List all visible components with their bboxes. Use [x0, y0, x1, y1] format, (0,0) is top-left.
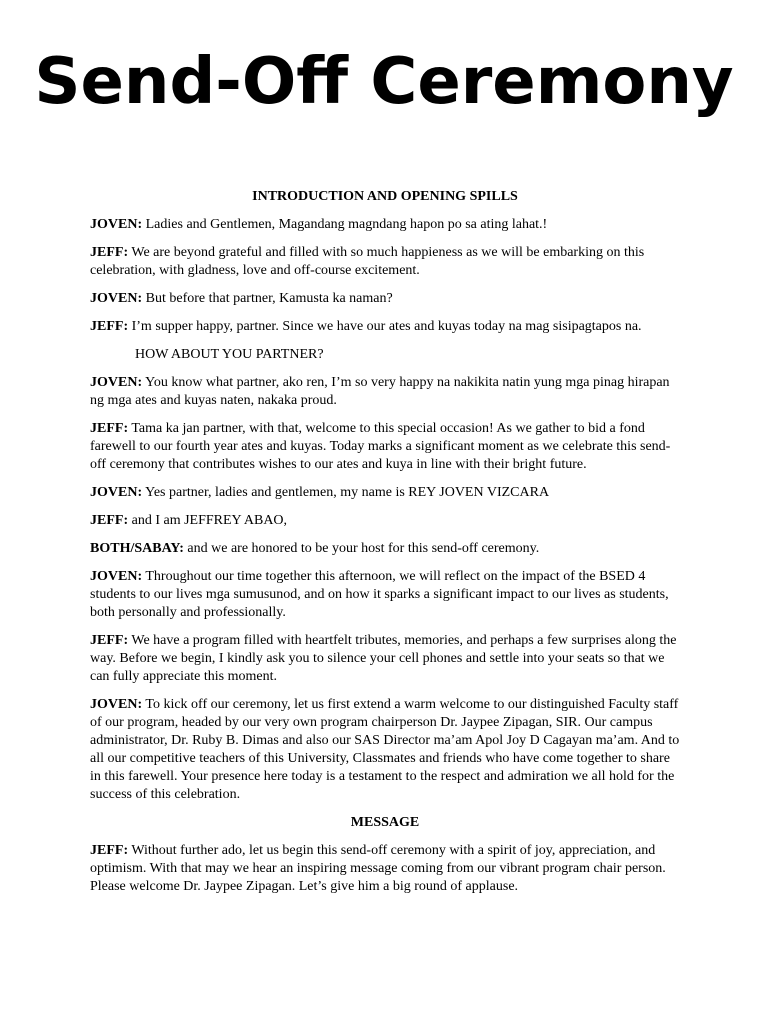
script-line — [90, 696, 680, 804]
speaker-label: JEFF: — [90, 319, 129, 334]
script-line — [90, 216, 680, 234]
script-line — [90, 420, 680, 474]
section-heading-intro: INTRODUCTION AND OPENING SPILLS — [252, 189, 518, 204]
line-text: Without further ado, let us begin this send-off ceremony with a spirit of joy, appreciation, and optimism. With that may we hear an inspiring message coming from our vibrant program chair person. Please welcome Dr. Jaypee Zipagan. Let’s give him a big round of applause. — [90, 843, 666, 894]
line-text: We are beyond grateful and filled with so much happieness as we will be embarking on this celebration, with gladness, love and off-course excitement. — [90, 245, 645, 278]
line-text: and I am JEFFREY ABAO, — [128, 513, 288, 528]
script-line — [90, 842, 680, 896]
line-text: I’m supper happy, partner. Since we have our ates and kuyas today na mag sisipagtapos na. — [128, 319, 642, 334]
script-line — [90, 346, 680, 364]
speaker-label: JEFF: — [90, 513, 129, 528]
speaker-label: JOVEN: — [90, 291, 143, 306]
line-text: Ladies and Gentlemen, Magandang magndang hapon po sa ating lahat.! — [142, 217, 548, 232]
speaker-label: JOVEN: — [90, 375, 143, 390]
speaker-label: JOVEN: — [90, 217, 143, 232]
speaker-label: JEFF: — [90, 421, 129, 436]
line-text: Tama ka jan partner, with that, welcome to this special occasion! As we gather to bid a fond farewell to our fourth year ates and kuyas. Today marks a significant moment as we celebrate this send-off ceremony that contributes wishes to our ates and kuya in line with their bright future. — [90, 421, 671, 472]
speaker-label: JEFF: — [90, 843, 129, 858]
line-text: We have a program filled with heartfelt tributes, memories, and perhaps a few surprises along the way. Before we begin, I kindly ask you to silence your cell phones and settle into your seats so that we can fully appreciate this moment. — [90, 633, 677, 684]
document-body — [90, 188, 680, 906]
script-line — [90, 374, 680, 410]
script-line — [90, 290, 680, 308]
script-line — [90, 632, 680, 686]
document-title: Send-Off Ceremony — [34, 45, 734, 119]
speaker-label: JOVEN: — [90, 569, 143, 584]
line-text: To kick off our ceremony, let us first extend a warm welcome to our distinguished Faculty staff of our program, headed by our very own program chairperson Dr. Jaypee Zipagan, SIR. Our campus administrator, Dr. Ruby B. Dimas and also our SAS Director ma’am Apol Joy D Cagayan ma’am. And to all our competitive teachers of this University, Classmates and friends who have come together to share in this farewell. Your presence here today is a testament to the respect and admiration we all hold for the success of this celebration. — [90, 697, 680, 802]
line-text: HOW ABOUT YOU PARTNER? — [135, 347, 324, 362]
speaker-label: JEFF: — [90, 633, 129, 648]
section-heading-message: MESSAGE — [350, 815, 420, 830]
script-line — [90, 568, 680, 622]
script-line — [90, 244, 680, 280]
line-text: and we are honored to be your host for this send-off ceremony. — [183, 541, 540, 556]
script-line — [90, 540, 680, 558]
script-line — [90, 512, 680, 530]
line-text: But before that partner, Kamusta ka naman? — [142, 291, 393, 306]
speaker-label: JOVEN: — [90, 697, 143, 712]
speaker-label: JEFF: — [90, 245, 129, 260]
speaker-label: BOTH/SABAY: — [90, 541, 184, 556]
speaker-label: JOVEN: — [90, 485, 143, 500]
line-text: Yes partner, ladies and gentlemen, my name is REY JOVEN VIZCARA — [142, 485, 550, 500]
line-text: Throughout our time together this afternoon, we will reflect on the impact of the BSED 4 students to our lives mga sumusunod, and on how it sparks a significant impact to our lives as students, both personally and professionally. — [90, 569, 669, 620]
script-line — [90, 318, 680, 336]
line-text: You know what partner, ako ren, I’m so very happy na nakikita natin yung mga pinag hirapan ng mga ates and kuyas naten, nakaka proud. — [90, 375, 670, 408]
script-line — [90, 484, 680, 502]
